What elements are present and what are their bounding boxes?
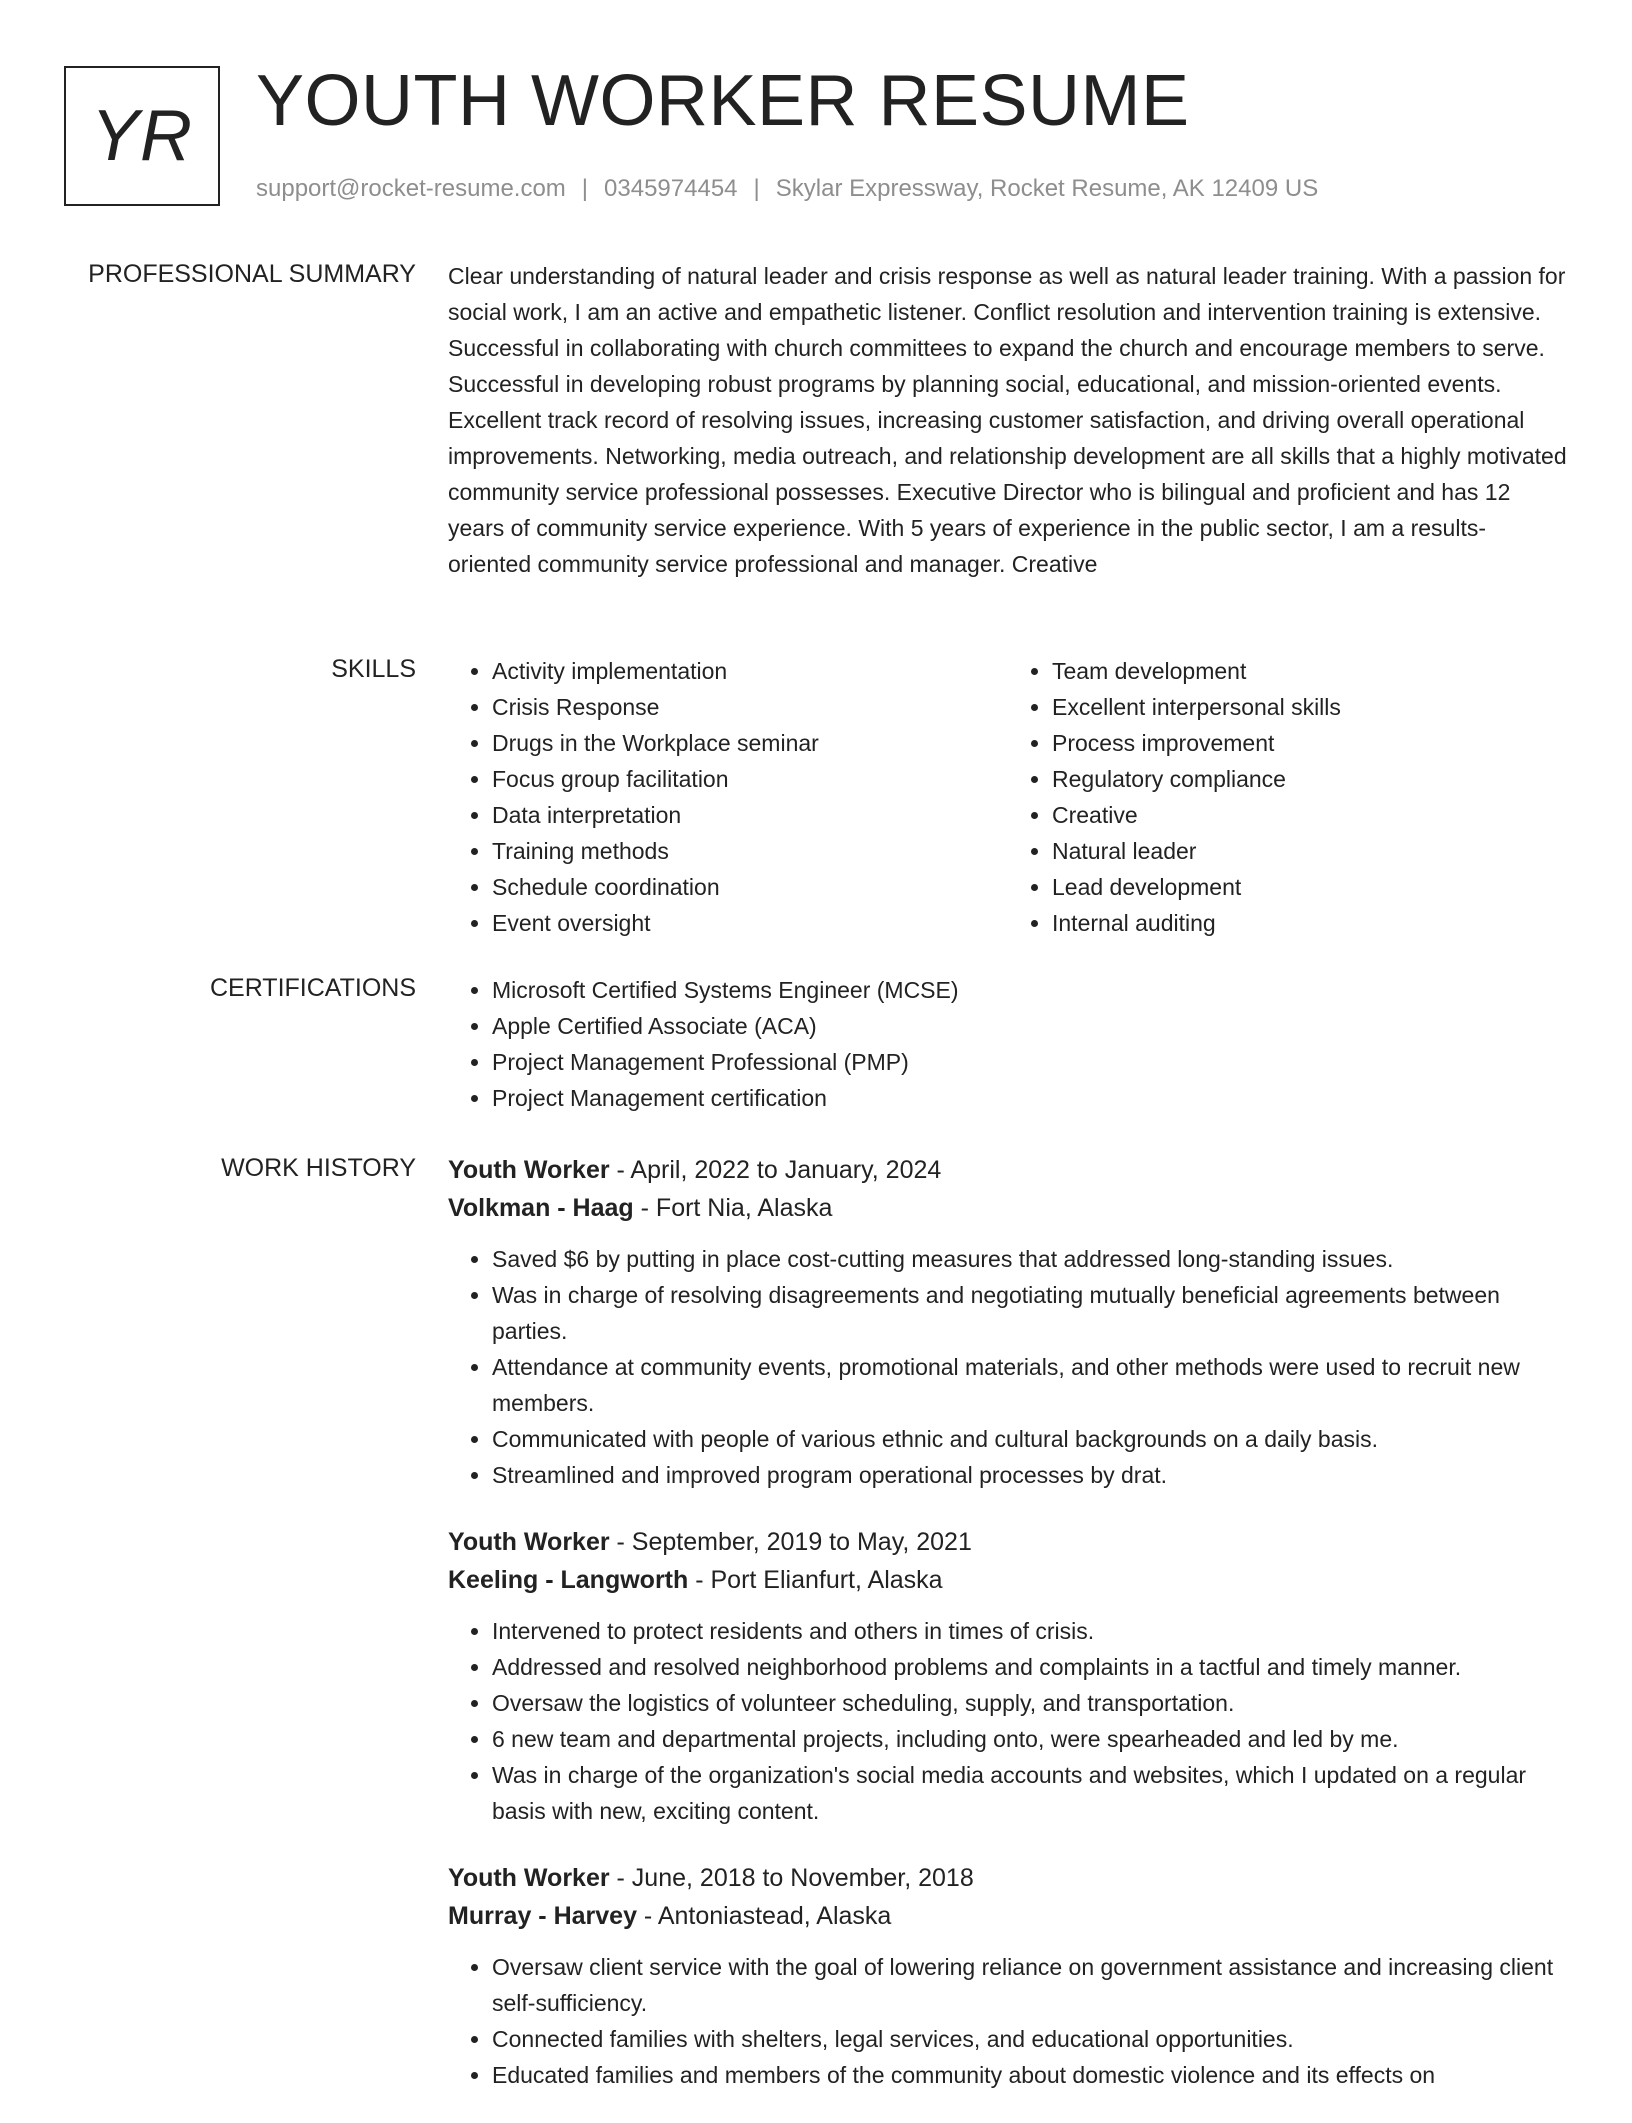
job-entry [448, 1859, 1568, 2093]
initials-monogram: YR [64, 66, 220, 206]
list-item: • Regulatory compliance [1052, 761, 1568, 797]
job-employer: Volkman - Haag [448, 1194, 634, 1222]
job-employer-line [448, 1897, 1568, 1935]
job-bullet-list [448, 1241, 1568, 1493]
list-item: • Creative [1052, 797, 1568, 833]
job-employer: Murray - Harvey [448, 1902, 637, 1930]
resume-header [64, 61, 1564, 210]
list-item: • Microsoft Certified Systems Engineer (MCSE) [492, 972, 1568, 1008]
list-item: • Project Management Professional (PMP) [492, 1044, 1568, 1080]
list-item: • Focus group facilitation [492, 761, 1008, 797]
list-item: • Addressed and resolved neighborhood problems and complaints in a tactful and timely manner. [492, 1649, 1568, 1685]
certifications-list [448, 972, 1568, 1116]
summary-body [448, 258, 1568, 582]
list-item: • Connected families with shelters, legal services, and educational opportunities. [492, 2021, 1568, 2057]
job-bullet-list [448, 1613, 1568, 1829]
contact-phone: 0345974454 [604, 175, 738, 202]
list-item: • Apple Certified Associate (ACA) [492, 1008, 1568, 1044]
summary-text: Clear understanding of natural leader and crisis response as well as natural leader training. With a passion for social work, I am an active and empathetic listener. Conflict resolution and intervention training is extensive. Successful in collaborating with church committees to expand the church and encourage members to serve. Successful in developing robust programs by planning social, educational, and mission-oriented events. Excellent track record of resolving issues, increasing customer satisfaction, and driving overall operational improvements. Networking, media outreach, and relationship development are all skills that a highly motivated community service professional possesses. Executive Director who is bilingual and proficient and has 12 years of community service experience. With 5 years of experience in the public sector, I am a results-oriented community service professional and manager. Creative [448, 263, 1567, 577]
resume-title: YOUTH WORKER RESUME [256, 61, 1190, 141]
list-item: • Drugs in the Workplace seminar [492, 725, 1008, 761]
list-item: • Data interpretation [492, 797, 1008, 833]
job-title-line [448, 1859, 1568, 1897]
list-item: • Lead development [1052, 869, 1568, 905]
list-item: • Schedule coordination [492, 869, 1008, 905]
work-history-body [448, 1151, 1568, 2123]
list-item: • Intervened to protect residents and others in times of crisis. [492, 1613, 1568, 1649]
job-location: - Port Elianfurt, Alaska [688, 1566, 943, 1594]
job-title-line [448, 1151, 1568, 1189]
job-title: Youth Worker [448, 1156, 610, 1184]
section-label-skills: SKILLS [331, 655, 416, 683]
job-dates: - September, 2019 to May, 2021 [609, 1528, 972, 1556]
job-employer: Keeling - Langworth [448, 1566, 689, 1594]
contact-separator: | [581, 175, 589, 202]
list-item: • 6 new team and departmental projects, including onto, were spearheaded and led by me. [492, 1721, 1568, 1757]
list-item: • Crisis Response [492, 689, 1008, 725]
section-label-work-history: WORK HISTORY [221, 1154, 416, 1182]
list-item: • Streamlined and improved program operational processes by drat. [492, 1457, 1568, 1493]
list-item: • Oversaw client service with the goal of lowering reliance on government assistance and increasing client self-sufficiency. [492, 1949, 1568, 2021]
list-item: • Activity implementation [492, 653, 1008, 689]
list-item: • Educated families and members of the community about domestic violence and its effects on [492, 2057, 1568, 2093]
list-item: • Event oversight [492, 905, 1008, 941]
job-dates: - April, 2022 to January, 2024 [609, 1156, 942, 1184]
list-item: • Saved $6 by putting in place cost-cutting measures that addressed long-standing issues. [492, 1241, 1568, 1277]
list-item: • Attendance at community events, promotional materials, and other methods were used to recruit new members. [492, 1349, 1568, 1421]
list-item: • Excellent interpersonal skills [1052, 689, 1568, 725]
contact-email: support@rocket-resume.com [256, 175, 566, 202]
job-entry [448, 1151, 1568, 1493]
job-entry [448, 1523, 1568, 1829]
certifications-body [448, 972, 1568, 1116]
skills-body [448, 653, 1568, 941]
skills-list-left [448, 653, 1008, 941]
list-item: • Process improvement [1052, 725, 1568, 761]
job-dates: - June, 2018 to November, 2018 [609, 1864, 974, 1892]
job-title-line [448, 1523, 1568, 1561]
skills-list-right [1008, 653, 1568, 941]
list-item: • Project Management certification [492, 1080, 1568, 1116]
section-label-certifications: CERTIFICATIONS [209, 974, 416, 1002]
list-item: • Team development [1052, 653, 1568, 689]
job-title: Youth Worker [448, 1864, 610, 1892]
list-item: • Natural leader [1052, 833, 1568, 869]
job-employer-line [448, 1561, 1568, 1599]
job-title: Youth Worker [448, 1528, 610, 1556]
job-bullet-list [448, 1949, 1568, 2093]
contact-line [256, 175, 1318, 203]
list-item: • Communicated with people of various ethnic and cultural backgrounds on a daily basis. [492, 1421, 1568, 1457]
job-employer-line [448, 1189, 1568, 1227]
contact-separator: | [753, 175, 760, 202]
job-location: - Fort Nia, Alaska [633, 1194, 833, 1222]
list-item: • Training methods [492, 833, 1008, 869]
list-item: • Was in charge of resolving disagreements and negotiating mutually beneficial agreements between parties. [492, 1277, 1568, 1349]
job-location: - Antoniastead, Alaska [636, 1902, 892, 1930]
list-item: • Oversaw the logistics of volunteer scheduling, supply, and transportation. [492, 1685, 1568, 1721]
section-label-summary: PROFESSIONAL SUMMARY [88, 260, 416, 288]
list-item: • Was in charge of the organization's social media accounts and websites, which I updated on a regular basis with new, exciting content. [492, 1757, 1568, 1829]
contact-address: Skylar Expressway, Rocket Resume, AK 12409 US [775, 175, 1319, 202]
list-item: • Internal auditing [1052, 905, 1568, 941]
